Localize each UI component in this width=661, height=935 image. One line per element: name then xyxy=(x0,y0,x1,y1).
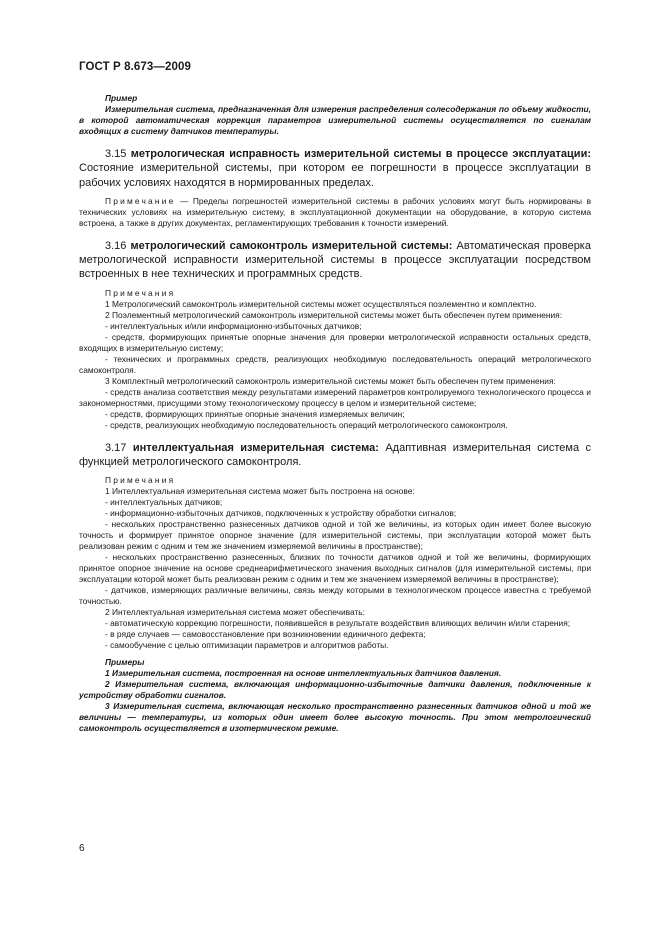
list-item: - интеллектуальных датчиков; xyxy=(105,497,223,508)
notes-label: Примечания xyxy=(105,287,176,298)
page-content xyxy=(79,93,591,734)
list-item: - средств, формирующих принятые опорные значения для проверки метрологической исправности остальных средств, входящих в измерительную систему; xyxy=(79,331,591,353)
example-item: 3 Измерительная система, включающая несколько пространственно разнесенных датчиков одной и той же величины — температуры, из которых один имеет более высокую точность. При этом метрологический самоконтроль осуществляется в изотермическом режиме. xyxy=(79,701,591,734)
example-item: 1 Измерительная система, построенная на основе интеллектуальных датчиков давления. xyxy=(105,668,502,679)
list-item: - средств, реализующих необходимую последовательность операций метрологического самоконтроля. xyxy=(105,419,508,430)
note-item: 2 Поэлементный метрологический самоконтроль измерительной системы может быть обеспечен путем применения: xyxy=(105,309,563,320)
list-item: - в ряде случаев — самовосстановление при возникновении единичного дефекта; xyxy=(105,629,426,640)
standard-header: ГОСТ Р 8.673—2009 xyxy=(79,61,191,73)
section-number: 3.17 xyxy=(105,441,127,454)
list-item: - средств анализа соответствия между результатами измерений параметров контролируемого технологического процесса и закономерностями, присущими этому технологическому процессу в целом и измерительной системе; xyxy=(79,386,591,408)
term: интеллектуальная измерительная система: xyxy=(132,441,379,454)
section-3-17 xyxy=(79,441,591,470)
section-number: 3.16 xyxy=(105,239,127,252)
note-item: 2 Интеллектуальная измерительная система может обеспечивать: xyxy=(105,607,365,618)
definition: Состояние измерительной системы, при котором ее погрешности в процессе эксплуатации в рабочих условиях находятся в нормированных пределах. xyxy=(79,162,591,189)
example-item: 2 Измерительная система, включающая информационно-избыточные датчики давления, подключенные к устройству обработки сигналов. xyxy=(79,679,591,701)
example-text: Измерительная система, предназначенная для измерения распределения солесодержания по объему жидкости, в которой автоматическая коррекция параметров измерительной системы осуществляется по сигналам входящих в систему датчиков температуры. xyxy=(79,104,591,136)
list-item: - нескольких пространственно разнесенных датчиков одной и той же величины, из которых один имеет более высокую точность и формирует принятое опорное значение (для измерительной системы, при эксплуатации которой может быть реализован режим с одним и тем же значением измеряемой величины в пространстве); xyxy=(79,519,591,552)
list-item: - интеллектуальных и/или информационно-избыточных датчиков; xyxy=(105,320,362,331)
notes-label: Примечания xyxy=(105,475,176,486)
definition: Автоматическая проверка метрологической исправности измерительной системы в процессе эксплуатации посредством встроенных в нее технических и программных средств. xyxy=(79,239,591,281)
note-item: 1 Метрологический самоконтроль измерительной системы может осуществляться поэлементно и комплектно. xyxy=(105,298,537,309)
term: метрологическая исправность измерительной системы в процессе эксплуатации: xyxy=(130,148,591,160)
note-3-15 xyxy=(79,196,591,229)
section-number: 3.15 xyxy=(105,148,127,160)
term: метрологический самоконтроль измерительной системы: xyxy=(130,239,453,252)
list-item: - средств, формирующих принятые опорные значения измеряемых величин; xyxy=(105,408,405,419)
list-item: - нескольких пространственно разнесенных, близких по точности датчиков одной и той же величины, формирующих принятое опорное значение на основе среднеарифметического значения выходных сигналов (для измерительной системы, при эксплуатации которой может быть реализован режим с одним и тем же значением измеряемой величины в пространстве); xyxy=(79,552,591,585)
list-item: - автоматическую коррекцию погрешности, появившейся в результате воздействия влияющих величин и/или старения; xyxy=(105,618,571,629)
list-item: - технических и программных средств, реализующих необходимую последовательность операций метрологического самоконтроля. xyxy=(79,353,591,375)
examples-heading: Примеры xyxy=(105,657,145,668)
note-text: — Пределы погрешностей измерительной системы в рабочих условиях могут быть нормированы в технических условиях на измерительную систему, в эксплуатационной документации на оборудование, в которую система встроена, а также в других документах, регламентирующих требования к точности измерений. xyxy=(79,195,592,228)
section-3-15 xyxy=(79,147,591,190)
note-item: 1 Интеллектуальная измерительная система может быть построена на основе: xyxy=(105,486,415,497)
note-label: Примечание xyxy=(105,195,176,206)
example-heading: Пример xyxy=(105,93,138,103)
definition: Адаптивная измерительная система с функцией метрологического самоконтроля. xyxy=(79,441,591,469)
list-item: - самообучение с целью оптимизации параметров и алгоритмов работы. xyxy=(105,640,389,651)
list-item: - информационно-избыточных датчиков, подключенных к устройству обработки сигналов; xyxy=(105,508,457,519)
section-3-16 xyxy=(79,239,591,282)
list-item: - датчиков, измеряющих различные величины, связь между которыми в технологическом процессе известна с требуемой точностью. xyxy=(79,585,591,607)
note-item: 3 Комплектный метрологический самоконтроль измерительной системы может быть обеспечен путем применения: xyxy=(105,375,556,386)
page-number: 6 xyxy=(79,843,85,854)
